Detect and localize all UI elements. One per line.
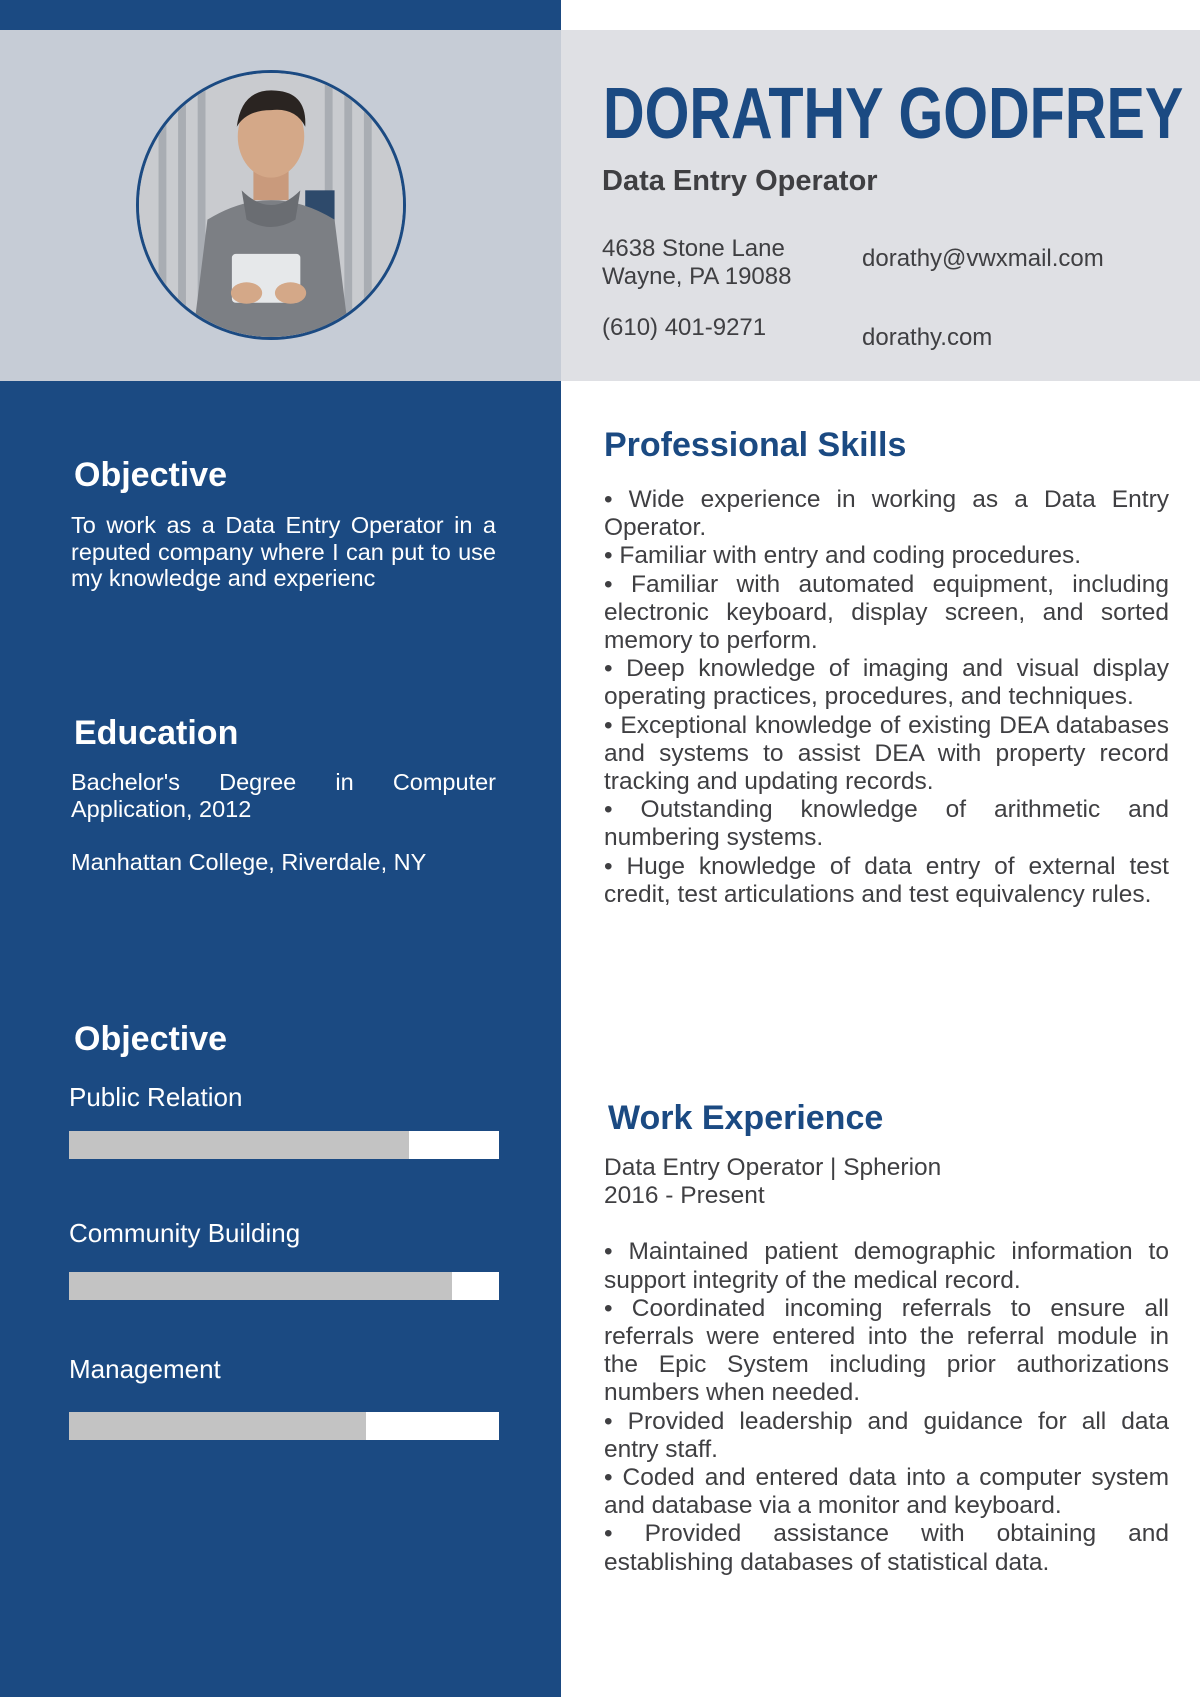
work-experience-body — [604, 1154, 1169, 1577]
list-item: • Deep knowledge of imaging and visual display operating practices, procedures, and techniques. — [604, 655, 1169, 711]
profile-photo — [136, 70, 406, 340]
list-item: • Wide experience in working as a Data Entry Operator. — [604, 486, 1169, 542]
professional-skills-list — [604, 486, 1169, 909]
skill-label-community-building: Community Building — [69, 1218, 301, 1248]
education-degree: Bachelor's Degree in Computer Application, 2012 — [71, 769, 496, 822]
job-title: Data Entry Operator — [602, 165, 878, 197]
list-item: • Outstanding knowledge of arithmetic and numbering systems. — [604, 796, 1169, 852]
list-item: • Provided leadership and guidance for all data entry staff. — [604, 1407, 1169, 1463]
website: dorathy.com — [862, 324, 993, 351]
person-photo-icon — [139, 73, 403, 337]
objective-text: To work as a Data Entry Operator in a reputed company where I can put to use my knowledge and experienc — [71, 512, 496, 591]
address — [602, 235, 791, 291]
skill-bar-fill — [69, 1272, 452, 1300]
phone-number: (610) 401-9271 — [602, 314, 767, 341]
address-line-1: 4638 Stone Lane — [602, 235, 785, 262]
list-item: • Coordinated incoming referrals to ensure all referrals were entered into the referral module in the Epic System including prior authorizations numbers when needed. — [604, 1294, 1169, 1407]
professional-skills-heading: Professional Skills — [604, 426, 907, 464]
list-item: • Familiar with entry and coding procedures. — [604, 542, 1082, 570]
list-item: • Familiar with automated equipment, including electronic keyboard, display screen, and sorted memory to perform. — [604, 570, 1169, 655]
skill-bar-fill — [69, 1131, 409, 1159]
skills-panel-heading: Objective — [74, 1020, 228, 1058]
work-experience-heading: Work Experience — [608, 1099, 884, 1137]
skill-label-public-relation: Public Relation — [69, 1082, 243, 1112]
skill-bar-fill — [69, 1412, 366, 1440]
education-school: Manhattan College, Riverdale, NY — [71, 849, 427, 875]
list-item: • Provided assistance with obtaining and establishing databases of statistical data. — [604, 1520, 1169, 1576]
list-item: • Maintained patient demographic information to support integrity of the medical record. — [604, 1238, 1169, 1294]
education-heading: Education — [74, 714, 239, 752]
work-period: 2016 - Present — [604, 1182, 765, 1210]
skill-label-management: Management — [69, 1354, 221, 1384]
skill-bar-public-relation — [69, 1131, 499, 1159]
skill-bar-community-building — [69, 1272, 499, 1300]
work-role: Data Entry Operator | Spherion — [604, 1154, 942, 1181]
skill-bar-management — [69, 1412, 499, 1440]
list-item: • Huge knowledge of data entry of external test credit, test articulations and test equivalency rules. — [604, 852, 1169, 908]
list-item: • Coded and entered data into a computer system and database via a monitor and keyboard. — [604, 1464, 1169, 1520]
list-item: • Exceptional knowledge of existing DEA databases and systems to assist DEA with property record tracking and updating records. — [604, 711, 1169, 796]
candidate-name: DORATHY GODFREY — [603, 74, 1184, 154]
objective-heading: Objective — [74, 456, 228, 494]
address-line-2: Wayne, PA 19088 — [602, 263, 792, 290]
email-address: dorathy@vwxmail.com — [862, 245, 1104, 272]
